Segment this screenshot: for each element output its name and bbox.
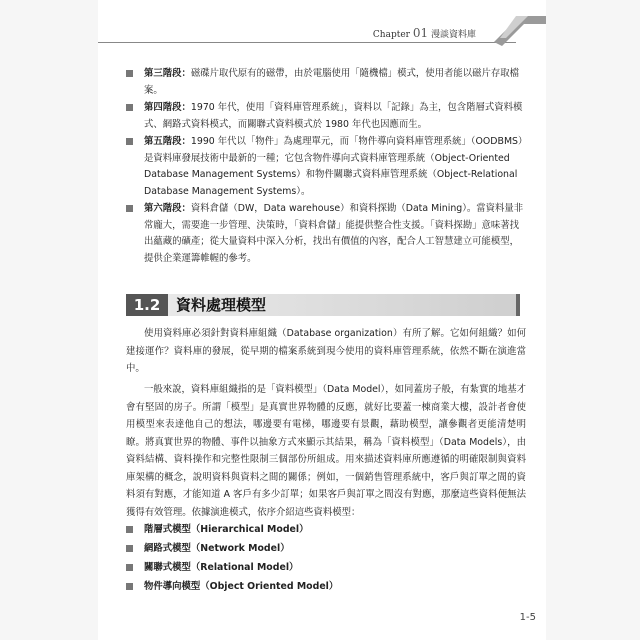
chapter-number: 01 bbox=[412, 26, 429, 40]
chapter-heading bbox=[373, 26, 476, 40]
square-bullet-icon bbox=[126, 70, 133, 77]
square-bullet-icon bbox=[126, 526, 133, 533]
list-item bbox=[126, 201, 526, 267]
list-item bbox=[126, 134, 526, 200]
list-item bbox=[126, 520, 526, 539]
stage-label: 第六階段： bbox=[144, 203, 191, 214]
model-label: 階層式模型（Hierarchical Model） bbox=[144, 524, 309, 535]
page-header bbox=[98, 0, 546, 60]
square-bullet-icon bbox=[126, 545, 133, 552]
paragraph-intro: 使用資料庫必須針對資料庫組織（Database organization）有所了解。它如何組織？如何建接運作？資料庫的發展，從早期的檔案系統到現今使用的資料庫管理系統，依然不斷在演進當中。 bbox=[126, 328, 526, 374]
model-label: 物件導向模型（Object Oriented Model） bbox=[144, 581, 339, 592]
stage-text: 磁碟片取代原有的磁帶，由於電腦使用「隨機檔」模式，使用者能以磁片存取檔案。 bbox=[144, 68, 520, 96]
header-corner-decoration bbox=[476, 10, 546, 50]
model-label: 關聯式模型（Relational Model） bbox=[144, 562, 299, 573]
page-number: 1-5 bbox=[519, 612, 536, 623]
chapter-title: 漫談資料庫 bbox=[430, 30, 476, 40]
stage-text: 1990 年代以「物件」為處理單元，而「物件導向資料庫管理系統」（OODBMS）是資料庫發展技術中最新的一種；它包含物件導向式資料庫管理系統（Object-Oriented Database Management Systems）和物件關聯式資料庫管理系統（Object-Relational Database Management Systems）。 bbox=[144, 136, 523, 197]
chapter-word: Chapter bbox=[372, 30, 410, 40]
stage-text: 資料倉儲（DW，Data warehouse）和資料探勘（Data Mining）。當資料量非常龐大，需要進一步管理、決策時，「資料倉儲」能提供整合性支援。「資料探勘」意味著找出蘊藏的礦產；從大量資料中深入分析，找出有價值的內容，配合人工智慧建立可能模型，提供企業運籌帷幄的參考。 bbox=[144, 203, 524, 264]
stage-text: 1970 年代，使用「資料庫管理系統」，資料以「記錄」為主，包含階層式資料模式、網路式資料模式，而關聯式資料模式於 1980 年代也因應而生。 bbox=[144, 102, 523, 130]
list-item bbox=[126, 66, 526, 99]
list-item bbox=[126, 539, 526, 558]
section-heading bbox=[126, 294, 520, 316]
paragraph-data-model: 一般來說，資料庫組織指的是「資料模型」（Data Model），如同蓋房子般，有紮實的地基才會有堅固的房子。所謂「模型」是真實世界物體的反應，就好比要蓋一棟商業大樓，設計者會使用模型來表達他自己的想法，哪邊要有電梯，哪邊要有景觀，藉助模型，讓參觀者更能清楚明瞭。將真實世界的物體、事件以抽象方式來顯示其結果，稱為「資料模型」（Data Models），由資料結構、資料操作和完整性限制三個部份所組成。用來描述資料庫所應遵循的明確限制與資料庫架構的概念，說明資料與資料之間的關係；例如，一個銷售管理系統中，客戶與訂單之間的資料須有對應，才能知道 A 客戶有多少訂單；如果客戶與訂單之間沒有對應，那麼這些資料便無法獲得有效管理。依據演進模式，依序介紹這些資料模型： bbox=[126, 384, 526, 518]
square-bullet-icon bbox=[126, 564, 133, 571]
book-page bbox=[98, 0, 546, 640]
square-bullet-icon bbox=[126, 138, 133, 145]
section-number: 1.2 bbox=[126, 294, 168, 316]
stage-label: 第五階段： bbox=[144, 136, 191, 147]
model-list bbox=[126, 520, 526, 596]
square-bullet-icon bbox=[126, 205, 133, 212]
list-item bbox=[126, 558, 526, 577]
square-bullet-icon bbox=[126, 104, 133, 111]
stage-list bbox=[126, 66, 526, 268]
stage-label: 第四階段： bbox=[144, 102, 191, 113]
list-item bbox=[126, 577, 526, 596]
list-item bbox=[126, 100, 526, 133]
model-label: 網路式模型（Network Model） bbox=[144, 543, 290, 554]
section-title: 資料處理模型 bbox=[176, 296, 267, 314]
square-bullet-icon bbox=[126, 583, 133, 590]
stage-label: 第三階段： bbox=[144, 68, 191, 79]
header-rule bbox=[98, 42, 516, 43]
